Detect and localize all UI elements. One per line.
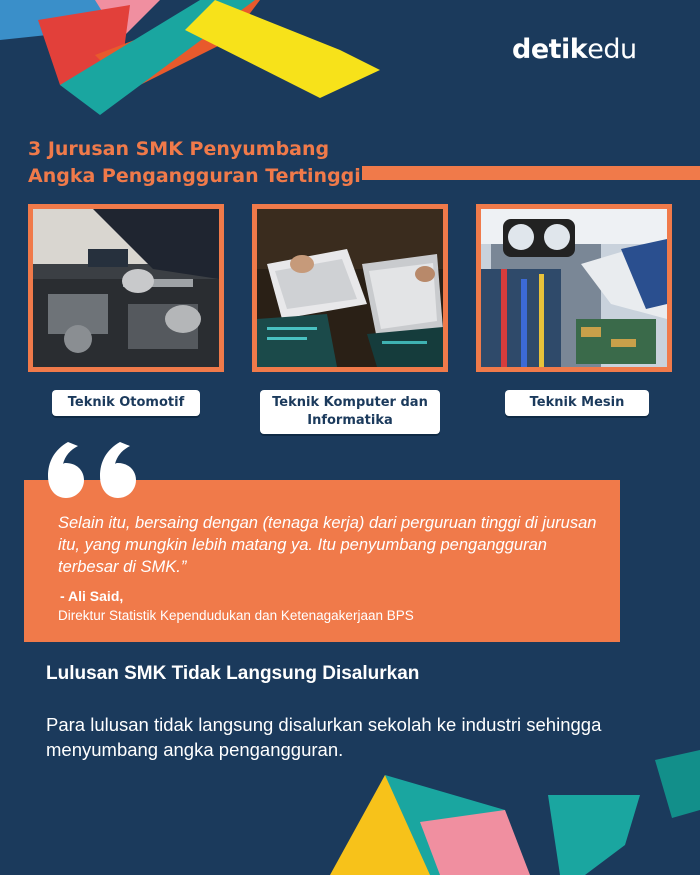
deco-yellow-stripe xyxy=(185,0,380,98)
photo-mechanical xyxy=(476,204,672,372)
section-body: Para lulusan tidak langsung disalurkan sekolah ke industri sehingga menyumbang angka pengangguran. xyxy=(46,714,602,760)
brand-logo xyxy=(512,34,637,65)
quote-author-role: Direktur Statistik Kependudukan dan Ketenagakerjaan BPS xyxy=(58,608,414,623)
brand-name-light: edu xyxy=(587,34,637,65)
department-label-computer: Teknik Komputer dan Informatika xyxy=(260,390,440,434)
quote-author: - Ali Said, xyxy=(60,588,124,604)
quote-text: Selain itu, bersaing dengan (tenaga kerja) dari perguruan tinggi di jurusan itu, yang mungkin lebih matang ya. Itu penyumbang pengangguran terbesar di SMK.” xyxy=(58,514,597,576)
quote-box xyxy=(24,480,620,642)
deco-teal-wedge xyxy=(548,795,640,875)
deco-teal-corner xyxy=(655,750,700,818)
title-line-1: 3 Jurusan SMK Penyumbang xyxy=(28,138,330,160)
department-label-automotive: Teknik Otomotif xyxy=(52,390,200,416)
automotive-engine-image xyxy=(33,209,219,367)
photo-computer xyxy=(252,204,448,372)
department-label-mechanical: Teknik Mesin xyxy=(505,390,649,416)
page-title xyxy=(28,136,361,190)
mechanical-gauge-image xyxy=(481,209,667,367)
title-line-2: Angka Pengangguran Tertinggi xyxy=(28,165,361,187)
computer-laptop-image xyxy=(257,209,443,367)
deco-pink-triangle xyxy=(420,810,530,875)
title-underline-bar xyxy=(362,166,700,180)
section-heading: Lulusan SMK Tidak Langsung Disalurkan xyxy=(46,663,420,684)
quote-mark-icon xyxy=(46,440,142,500)
brand-name-bold: detik xyxy=(512,34,588,65)
photo-automotive xyxy=(28,204,224,372)
